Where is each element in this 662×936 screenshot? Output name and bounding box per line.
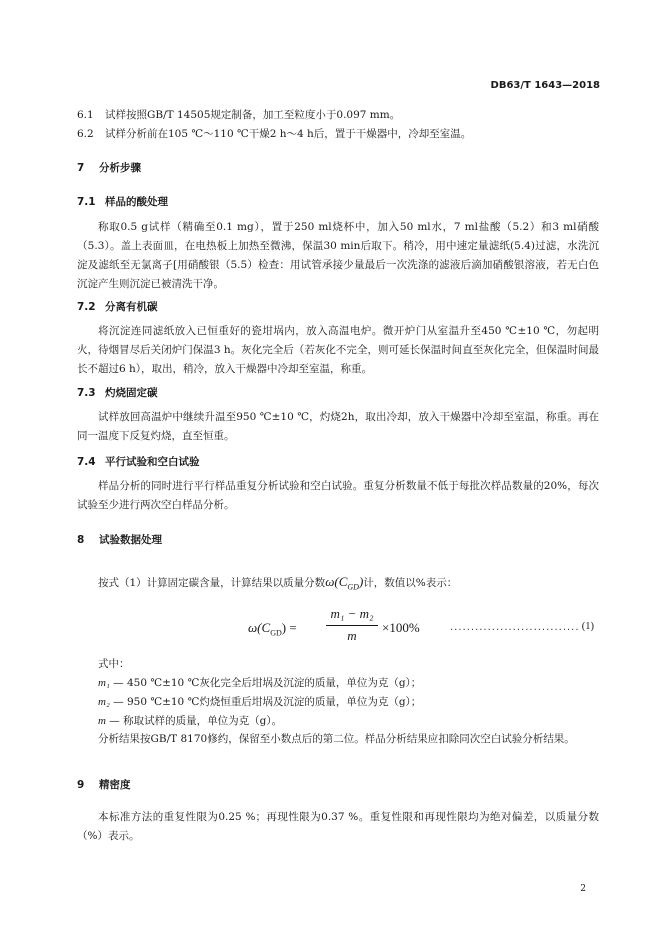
section-7-heading (77, 160, 141, 175)
section-9-heading (77, 777, 131, 792)
omega-symbol: $\omega(C_{GD})$ (325, 574, 364, 592)
formula-denominator: m (347, 628, 357, 643)
leader-dots: ............................... (450, 622, 580, 633)
subsection-title: 灼烧固定碳 (105, 387, 158, 399)
fraction-bar (326, 625, 378, 626)
formula-tail: ×100% (382, 620, 420, 635)
section-number: 9 (77, 779, 85, 791)
subsection-number: 7.4 (77, 456, 96, 468)
formula-numerator: m₁ − m₂ (330, 606, 374, 621)
paragraph-7-4: 样品分析的同时进行平行样品重复分析试验和空白试验。重复分析数量不低于每批次样品数量的20%，每次试验至少进行两次空白样品分析。 (77, 480, 599, 511)
section-title: 试验数据处理 (99, 534, 162, 546)
section-title: 分析步骤 (99, 162, 141, 174)
formula-intro: 按式（1）计算固定碳含量，计算结果以质量分数$\omega(C_{GD})$计，数值以%表示： (98, 574, 458, 592)
section-8-heading (77, 532, 162, 547)
page-number: 2 (580, 884, 586, 894)
subsection-number: 7.3 (77, 387, 96, 399)
section-number: 8 (77, 534, 85, 546)
formula-1 (248, 606, 608, 650)
document-id: DB63/T 1643—2018 (490, 80, 600, 91)
subsection-title: 样品的酸处理 (105, 196, 168, 208)
clause-number: 6.1 (77, 109, 94, 121)
subsection-number: 7.1 (77, 196, 96, 208)
formula-lhs: $\omega(C_{GD})$ = (248, 620, 297, 638)
section-title: 精密度 (99, 779, 131, 791)
clause-number: 6.2 (77, 128, 94, 140)
where-label: 式中： (98, 658, 130, 670)
paragraph-7-1: 称取0.5 g试样（精确至0.1 mg），置于250 ml烧杯中，加入50 ml水，7 ml盐酸（5.2）和3 ml硝酸（5.3）。盖上表面皿，在电热板上加热至微沸，保温30 min后取下。稍冷，用中速定量滤纸(5.4)过滤，水洗沉淀及滤纸至无氯离子[用硝酸银（5.5）检查：用试管承接少量最后一次洗涤的滤液后滴加硝酸银溶液，若无白色沉淀产生则沉淀已被清洗干净。 (77, 221, 599, 290)
clause-text: 试样按照GB/T 14505规定制备，加工至粒度小于0.097 mm。 (105, 109, 401, 121)
paragraph-7-2: 将沉淀连同滤纸放入已恒重好的瓷坩埚内，放入高温电炉。微开炉门从室温升至450 ℃±10 ℃，勿起明火，待烟冒尽后关闭炉门保温3 h。灰化完全后（若灰化不完全，则可延长保温时间直至灰化完全，但保温时间最长不超过6 h），取出，稍冷，放入干燥器中冷却至室温，称重。 (77, 325, 599, 375)
clause-6-1 (77, 106, 400, 125)
subsection-7-3-heading (77, 385, 158, 400)
paragraph-9: 本标准方法的重复性限为0.25 %；再现性限为0.37 %。重复性限和再现性限均为绝对偏差，以质量分数（%）表示。 (77, 811, 599, 842)
clause-text: 试样分析前在105 ℃～110 ℃干燥2 h～4 h后，置于干燥器中，冷却至室温。 (105, 128, 472, 140)
subsection-title: 平行试验和空白试验 (105, 456, 200, 468)
clause-6-2 (77, 125, 471, 144)
formula-fraction (326, 606, 378, 644)
subsection-title: 分离有机碳 (105, 301, 158, 313)
subsection-7-4-heading (77, 454, 200, 469)
subsection-7-2-heading (77, 299, 158, 314)
subsection-number: 7.2 (77, 301, 96, 313)
result-paragraph: 分析结果按GB/T 8170修约，保留至小数点后的第二位。样品分析结果应扣除同次空白试验分析结果。 (98, 733, 575, 745)
equation-number: (1) (581, 621, 594, 632)
subsection-7-1-heading (77, 194, 168, 209)
variable-m: m — 称取试样的质量，单位为克（g）。 (98, 715, 283, 727)
section-number: 7 (77, 162, 85, 174)
variable-m2: m₂ — 950 ℃±10 ℃灼烧恒重后坩埚及沉淀的质量，单位为克（g）； (98, 696, 422, 708)
paragraph-7-3: 试样放回高温炉中继续升温至950 ℃±10 ℃，灼烧2h，取出冷却，放入干燥器中冷却至室温，称重。再在同一温度下反复灼烧，直至恒重。 (77, 411, 599, 442)
variable-m1: m₁ — 450 ℃±10 ℃灰化完全后坩埚及沉淀的质量，单位为克（g）； (98, 677, 422, 689)
